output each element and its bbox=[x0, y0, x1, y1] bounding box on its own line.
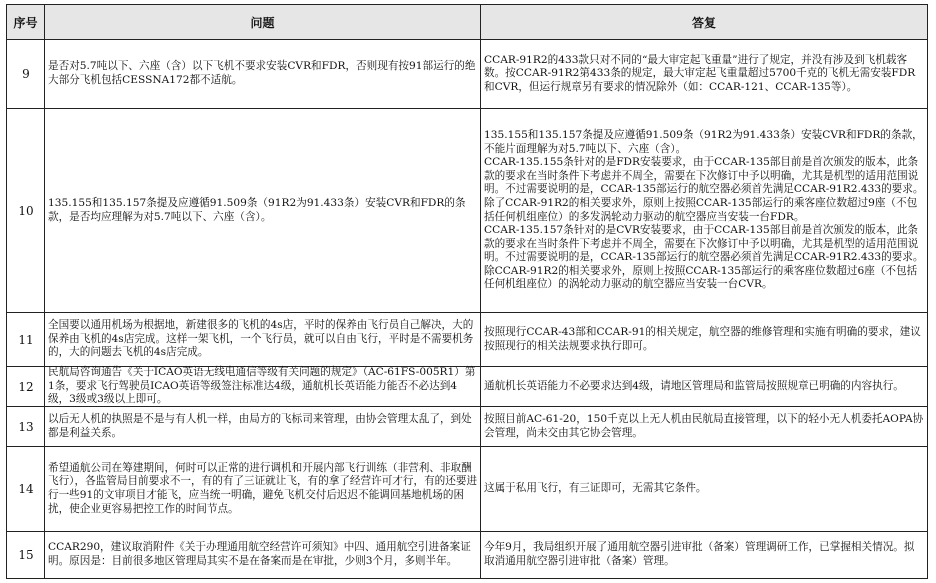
answer-paragraph: 135.155和135.157条提及应遵循91.509条（91R2为91.433条）安装CVR和FDR的条款，不能片面理解为对5.7吨以下、六座（含）。 bbox=[484, 128, 923, 155]
answer-cell bbox=[484, 109, 924, 312]
question-cell: 全国要以通用机场为根据地，新建很多的飞机的4s店，平时的保养由飞行员自己解决，大的保养由飞机的4s店完成。这样一架飞机，一个飞行员，就可以自由飞行，平时是不需要机务的，大的问题去飞机的4s店完成。 bbox=[48, 319, 474, 359]
answer-paragraph: CCAR-135.155条针对的是FDR安装要求，由于CCAR-135部目前是首次颁发的版本，此条款的要求在当时条件下考虑并不周全，需要在下次修订中予以明确，尤其是机型的适用范围说明。不过需要说明的是，CCAR-135部运行的航空器必须首先满足CCAR-91R2.433的要求。除了CCAR-91R2的相关要求外，原则上按照CCAR-135部运行的乘客座位数超过9座（不包括任何机组座位）的多发涡轮动力驱动的航空器应当安装一台FDR。 bbox=[484, 156, 924, 223]
question-cell: 希望通航公司在筹建期间，何时可以正常的进行调机和开展内部飞行训练（非营利、非取酬飞行），各监管局目前要求不一，有的有了三证就让飞，有的拿了经营许可才行，有的还要进行一些91的文审项目才能飞，应当统一明确，避免飞机交付后迟迟不能调回基地机场的困扰，使企业更容易把控工作的时间节点。 bbox=[48, 461, 478, 515]
row-number: 13 bbox=[18, 419, 34, 434]
question-cell: 民航局咨询通告《关于ICAO英语无线电通信等级有关问题的规定》（AC-61FS-005R1）第1条，要求飞行驾驶员ICAO英语等级签注标准达4级，通航机长英语能力能否不必达到4级，3级或3级以上即可。 bbox=[48, 366, 476, 406]
question-cell: 以后无人机的执照是不是与有人机一样，由局方的飞标司来管理，由协会管理太乱了，到处都是利益关系。 bbox=[48, 412, 472, 439]
answer-cell: 按照现行CCAR-43部和CCAR-91的相关规定，航空器的维修管理和实施有明确的要求，建议按照现行的相关法规要求执行即可。 bbox=[484, 325, 921, 352]
row-number: 9 bbox=[22, 67, 30, 81]
header-answer: 答复 bbox=[481, 5, 927, 39]
qa-table bbox=[6, 4, 928, 579]
answer-cell: 通航机长英语能力不必要求达到4级，请地区管理局和监管局按照规章已明确的内容执行。 bbox=[484, 379, 904, 392]
answer-cell: 按照目前AC-61-20，150千克以上无人机由民航局直接管理，以下的轻小无人机委托AOPA协会管理，尚未交由其它协会管理。 bbox=[484, 412, 924, 439]
question-cell: 是否对5.7吨以下、六座（含）以下飞机不要求安装CVR和FDR，否则现有按91部运行的绝大部分飞机包括CESSNA172都不适航。 bbox=[48, 60, 476, 86]
row-number: 10 bbox=[18, 203, 34, 218]
row-number: 14 bbox=[18, 482, 34, 496]
row-number: 12 bbox=[18, 379, 34, 394]
question-cell: CCAR290，建议取消附件《关于办理通用航空经营许可须知》中四、通用航空引进备案证明。原因是：目前很多地区管理局其实不是在备案而是在审批，少则3个月，多则半年。 bbox=[48, 541, 471, 567]
question-cell: 135.155和135.157条提及应遵循91.509条（91R2为91.433条）安装CVR和FDR的条款，是否均应理解为对5.7吨以下、六座（含）。 bbox=[48, 196, 466, 223]
header-question: 问题 bbox=[45, 5, 480, 39]
answer-paragraph: CCAR-135.157条针对的是CVR安装要求，由于CCAR-135部目前是首次颁发的版本，此条款的要求在当时条件下考虑并不周全，需要在下次修订中予以明确，尤其是机型的适用范围说明。不过需要说明的是，CCAR-135部运行的航空器必须首先满足CCAR-91R2.433的要求。除CCAR-91R2的相关要求外，原则上按照CCAR-135部运行的乘客座位数超过6座（不包括任何机组座位）的涡轮动力驱动的航空器应当安装一台CVR。 bbox=[484, 224, 924, 291]
column-divider bbox=[480, 5, 481, 578]
answer-cell: 今年9月，我局组织开展了通用航空器引进审批（备案）管理调研工作，已掌握相关情况。拟取消通用航空器引进审批（备案）管理。 bbox=[484, 541, 915, 567]
row-number: 11 bbox=[18, 332, 34, 347]
header-no: 序号 bbox=[7, 5, 44, 39]
row-number: 15 bbox=[18, 548, 34, 562]
answer-cell: CCAR-91R2的433款只对不同的“最大审定起飞重量”进行了规定，并没有涉及到飞机载客数。按CCAR-91R2第433条的规定，最大审定起飞重量超过5700千克的飞机无需安装FDR和CVR，但运行规章另有要求的情况除外（如：CCAR-121、CCAR-135等）。 bbox=[484, 53, 916, 93]
answer-cell: 这属于私用飞行，有三证即可，无需其它条件。 bbox=[484, 482, 707, 495]
